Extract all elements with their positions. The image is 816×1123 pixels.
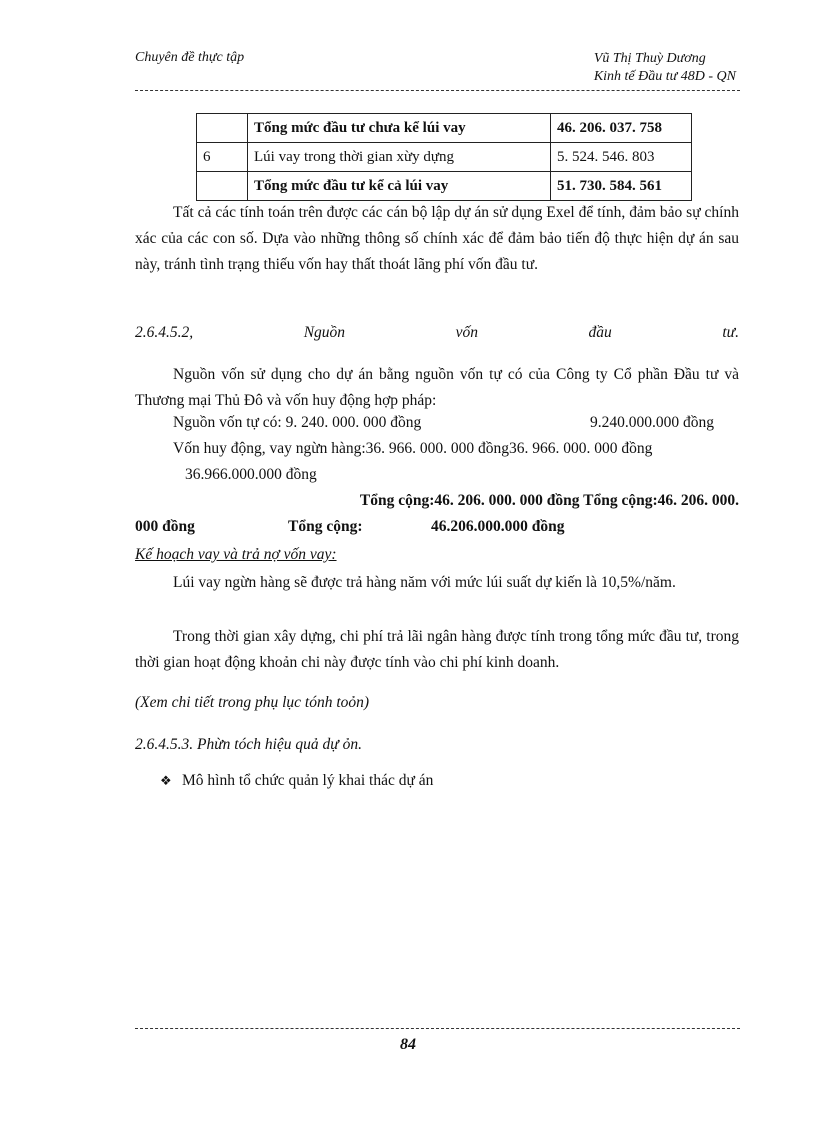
row-number [197,172,248,201]
total-label: Tổng cộng: [288,518,363,535]
footer-rule [135,1028,740,1029]
header-rule [135,90,740,91]
mobilized-capital-value: 36.966.000.000 đồng [185,466,317,483]
bullet-text: Mô hình tổ chức quản lý khai thác dự án [182,772,434,789]
own-capital-value: 9.240.000.000 đồng [590,414,714,431]
row-number [197,114,248,143]
table-row [197,172,692,201]
heading-word: vốn [455,324,478,341]
own-capital-label: Nguồn vốn tự có: 9. 240. 000. 000 đồng [173,414,422,431]
total-line-cont: 000 đồng [135,518,195,535]
bullet-item [160,772,433,790]
header-right [594,50,736,86]
paragraph-capital-source: Nguồn vốn sử dụng cho dự án bằng nguồn vốn tự có của Công ty Cổ phần Đầu tư và Thương mại Thủ Đô và vốn huy động hợp pháp: [135,366,739,409]
author-class: Kinh tế Đầu tư 48D - QN [593,69,736,84]
total-value: 46.206.000.000 đồng [431,518,565,535]
total-line: Tổng cộng:46. 206. 000. 000 đồng Tổng cộng:46. 206. 000. [359,492,739,509]
table-row [197,143,692,172]
row-number: 6 [197,143,248,172]
see-detail-note: (Xem chi tiết trong phụ lục tónh toỏn) [135,694,370,711]
paragraph-interest: Lúi vay ngừn hàng sẽ được trả hàng năm với mức lúi suất dự kiến là 10,5%/năm. [173,574,676,591]
row-value: 5. 524. 546. 803 [551,143,692,172]
page-number: 84 [400,1036,416,1053]
section-heading-efficiency: 2.6.4.5.3. Phừn tóch hiệu quả dự ỏn. [135,736,362,753]
mobilized-capital-line: Vốn huy động, vay ngừn hàng:36. 966. 000. 000 đồng36. 966. 000. 000 đồng [173,440,653,457]
section-heading-capital-source [135,324,739,342]
diamond-bullet-icon: ❖ [160,773,172,788]
table-row [197,114,692,143]
loan-plan-heading: Kế hoạch vay và trả nợ vốn vay: [135,546,337,563]
row-label: Tổng mức đầu tư chưa kể lúi vay [248,114,551,143]
paragraph-calculation-note: Tất cả các tính toán trên được các cán bộ lập dự án sử dụng Exel để tính, đảm bảo sự chính xác của các con số. Dựa vào những thông số chính xác để đảm bảo tiến độ thực hiện dự án sau này, tránh tình trạng thiếu vốn hay thất thoát lãng phí vốn đầu tư. [135,204,739,273]
header-left: Chuyên đề thực tập [135,50,245,65]
row-value: 46. 206. 037. 758 [551,114,692,143]
heading-word: tư. [722,324,739,341]
author-name: Vũ Thị Thuỳ Dương [593,51,706,66]
row-label: Lúi vay trong thời gian xừy dựng [248,143,551,172]
heading-word: đầu [588,324,612,341]
section-number: 2.6.4.5.2, [135,324,194,341]
cost-table [196,113,692,201]
row-value: 51. 730. 584. 561 [551,172,692,201]
paragraph-interest-accounting: Trong thời gian xây dựng, chi phí trả lãi ngân hàng được tính trong tổng mức đầu tư, trong thời gian hoạt động khoản chi này được tính vào chi phí kinh doanh. [135,628,739,671]
heading-word: Nguồn [303,324,346,341]
row-label: Tổng mức đầu tư kể cả lúi vay [248,172,551,201]
